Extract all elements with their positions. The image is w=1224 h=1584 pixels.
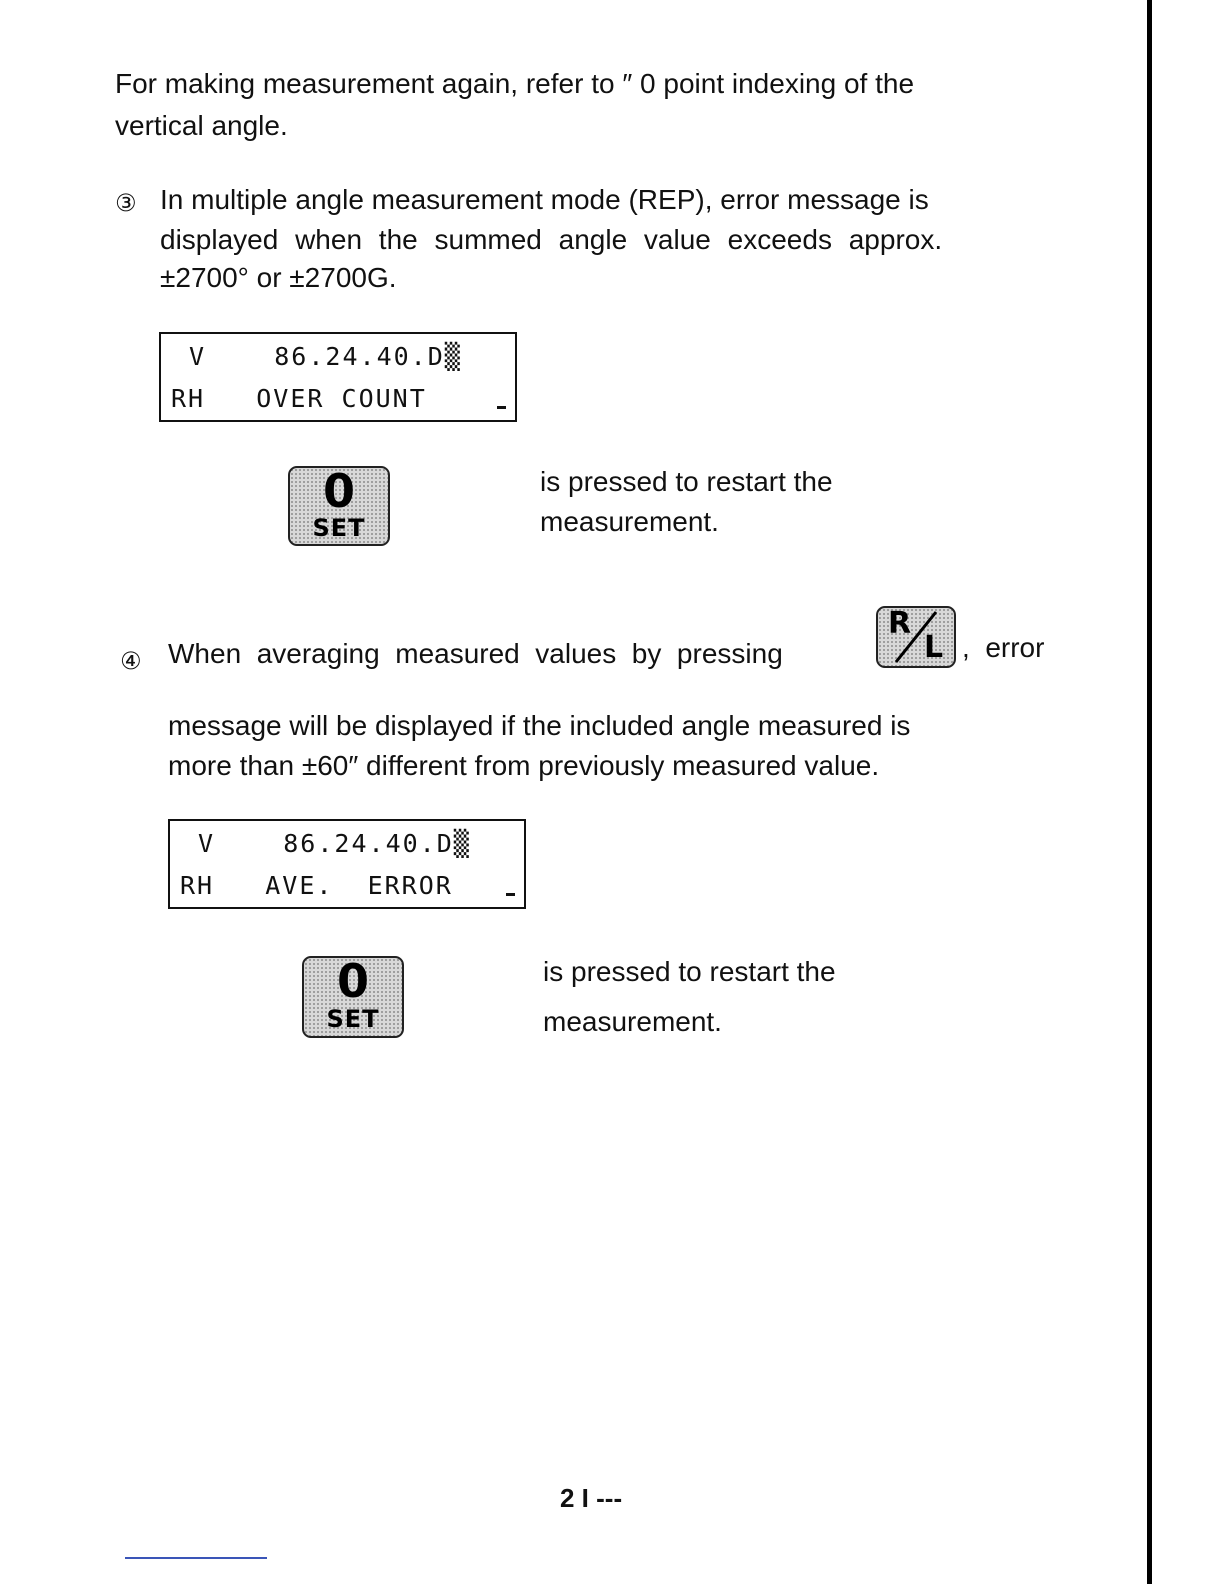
right-margin-rule xyxy=(1147,0,1152,1584)
item-3-number xyxy=(115,182,155,224)
item-4-number xyxy=(120,640,160,682)
lcd-display-ave-error xyxy=(168,819,526,909)
zero-set-key-digit: 0 xyxy=(336,954,369,1008)
item-3-circled-number: ③ xyxy=(115,190,137,217)
restart-1-line-1: is pressed to restart the xyxy=(540,466,833,497)
lcd-1-row-2: RH OVER COUNT xyxy=(171,384,427,413)
restart-2-line-1: is pressed to restart the xyxy=(543,956,836,987)
restart-1-line-2: measurement. xyxy=(540,506,719,537)
item-3-line-3: ±2700° or ±2700G. xyxy=(160,262,397,293)
lcd-display-over-count xyxy=(159,332,517,422)
intro-line-2: vertical angle. xyxy=(115,110,288,141)
zero-set-key-label: SET xyxy=(326,1005,380,1033)
item-4-circled-number: ④ xyxy=(120,648,142,675)
intro-line-1: For making measurement again, refer to ″ 0 point indexing of the xyxy=(115,68,915,99)
zero-set-key-label: SET xyxy=(312,514,366,542)
lcd-1-cursor xyxy=(497,406,506,409)
rl-key-l: L xyxy=(924,630,944,665)
item-4-line-1: When averaging measured values by pressing xyxy=(168,638,783,669)
restart-2-line-2: measurement. xyxy=(543,1006,722,1037)
rl-key-r: R xyxy=(888,606,912,641)
item-4-line-3: more than ±60″ different from previously measured value. xyxy=(168,750,880,781)
lcd-2-row-2: RH AVE. ERROR xyxy=(180,871,453,900)
item-3-line-2: displayed when the summed angle value exceeds approx. xyxy=(160,224,943,255)
bottom-edge-line xyxy=(125,1557,267,1559)
lcd-2-row-1: V 86.24.40.D▒ xyxy=(198,829,471,858)
item-4-line-1-end: , error xyxy=(962,632,1045,663)
rl-key xyxy=(876,606,956,668)
item-3-line-1: In multiple angle measurement mode (REP), error message is xyxy=(160,184,929,215)
item-4-line-2: message will be displayed if the included angle measured is xyxy=(168,710,911,741)
zero-set-key-digit: 0 xyxy=(322,464,355,518)
page-number: 2 I --- xyxy=(560,1483,623,1513)
lcd-2-cursor xyxy=(506,893,515,896)
zero-set-key xyxy=(302,956,404,1038)
zero-set-key xyxy=(288,466,390,546)
lcd-1-row-1: V 86.24.40.D▒ xyxy=(189,342,462,371)
